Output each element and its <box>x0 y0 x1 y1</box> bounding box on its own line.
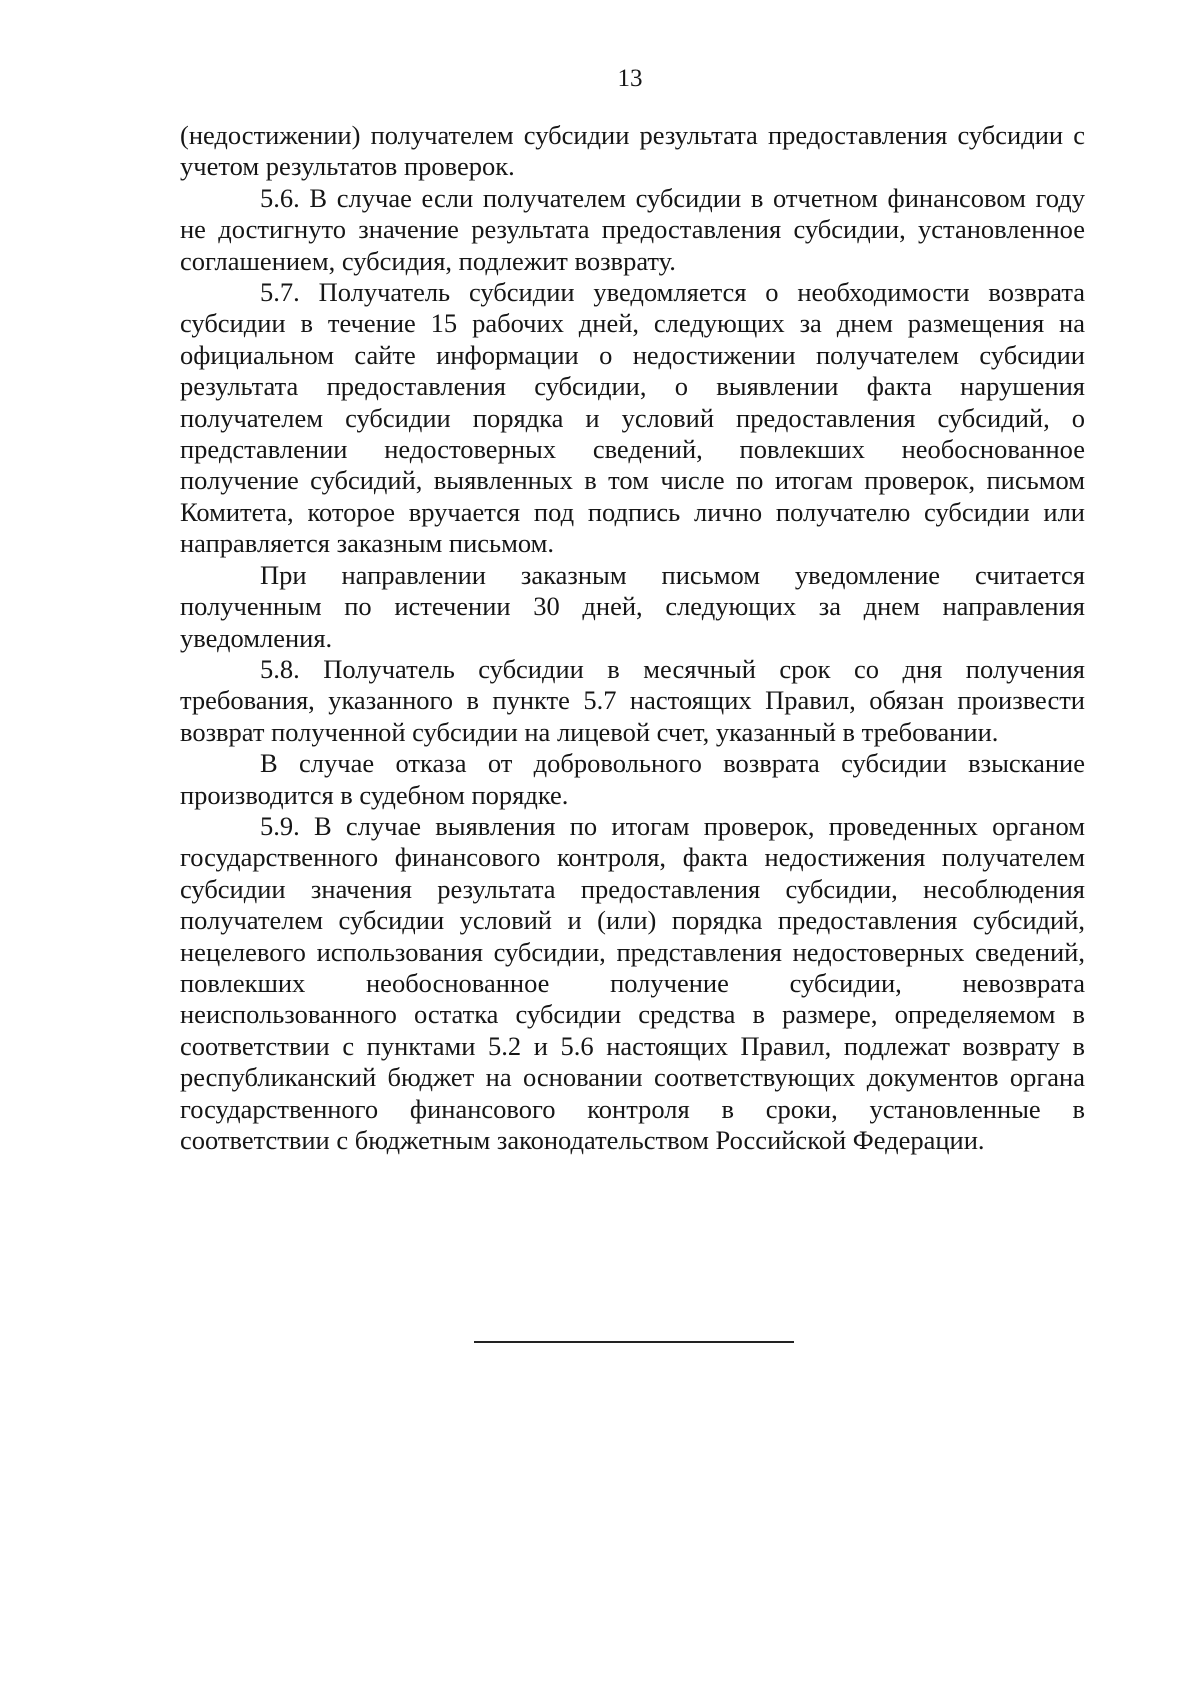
paragraph-5-9: 5.9. В случае выявления по итогам проверок, проведенных органом государственного финансового контроля, факта недостижения получателем субсидии значения результата предоставления субсидии, несоблюдения получателем субсидии условий и (или) порядка предоставления субсидий, нецелевого использования субсидии, представления недостоверных сведений, повлекших необоснованное получение субсидии, невозврата неиспользованного остатка субсидии средства в размере, определяемом в соответствии с пунктами 5.2 и 5.6 настоящих Правил, подлежат возврату в республиканский бюджет на основании соответствующих документов органа государственного финансового контроля в сроки, установленные в соответствии с бюджетным законодательством Российской Федерации. <box>180 810 1085 1155</box>
page-number: 13 <box>617 65 643 92</box>
paragraph-5-8-refusal: В случае отказа от добровольного возврата субсидии взыскание производится в судебном порядке. <box>180 748 1085 810</box>
paragraph-5-7: 5.7. Получатель субсидии уведомляется о необходимости возврата субсидии в течение 15 рабочих дней, следующих за днем размещения на официальном сайте информации о недостижении получателем субсидии результата предоставления субсидии, о выявлении факта нарушения получателем субсидии порядка и условий предоставления субсидий, о представлении недостоверных сведений, повлекших необоснованное получение субсидий, выявленных в том числе по итогам проверок, письмом Комитета, которое вручается под подпись лично получателю субсидии или направляется заказным письмом. <box>180 277 1085 559</box>
document-body <box>180 120 1085 1156</box>
paragraph-continuation: (недостижении) получателем субсидии результата предоставления субсидии с учетом результатов проверок. <box>180 120 1085 182</box>
paragraph-5-8: 5.8. Получатель субсидии в месячный срок со дня получения требования, указанного в пункте 5.7 настоящих Правил, обязан произвести возврат полученной субсидии на лицевой счет, указанный в требовании. <box>180 653 1085 747</box>
paragraph-5-7-notice: При направлении заказным письмом уведомление считается полученным по истечении 30 дней, следующих за днем направления уведомления. <box>180 559 1085 653</box>
end-of-document-rule <box>474 1341 794 1343</box>
paragraph-5-6: 5.6. В случае если получателем субсидии в отчетном финансовом году не достигнуто значение результата предоставления субсидии, установленное соглашением, субсидия, подлежит возврату. <box>180 182 1085 276</box>
